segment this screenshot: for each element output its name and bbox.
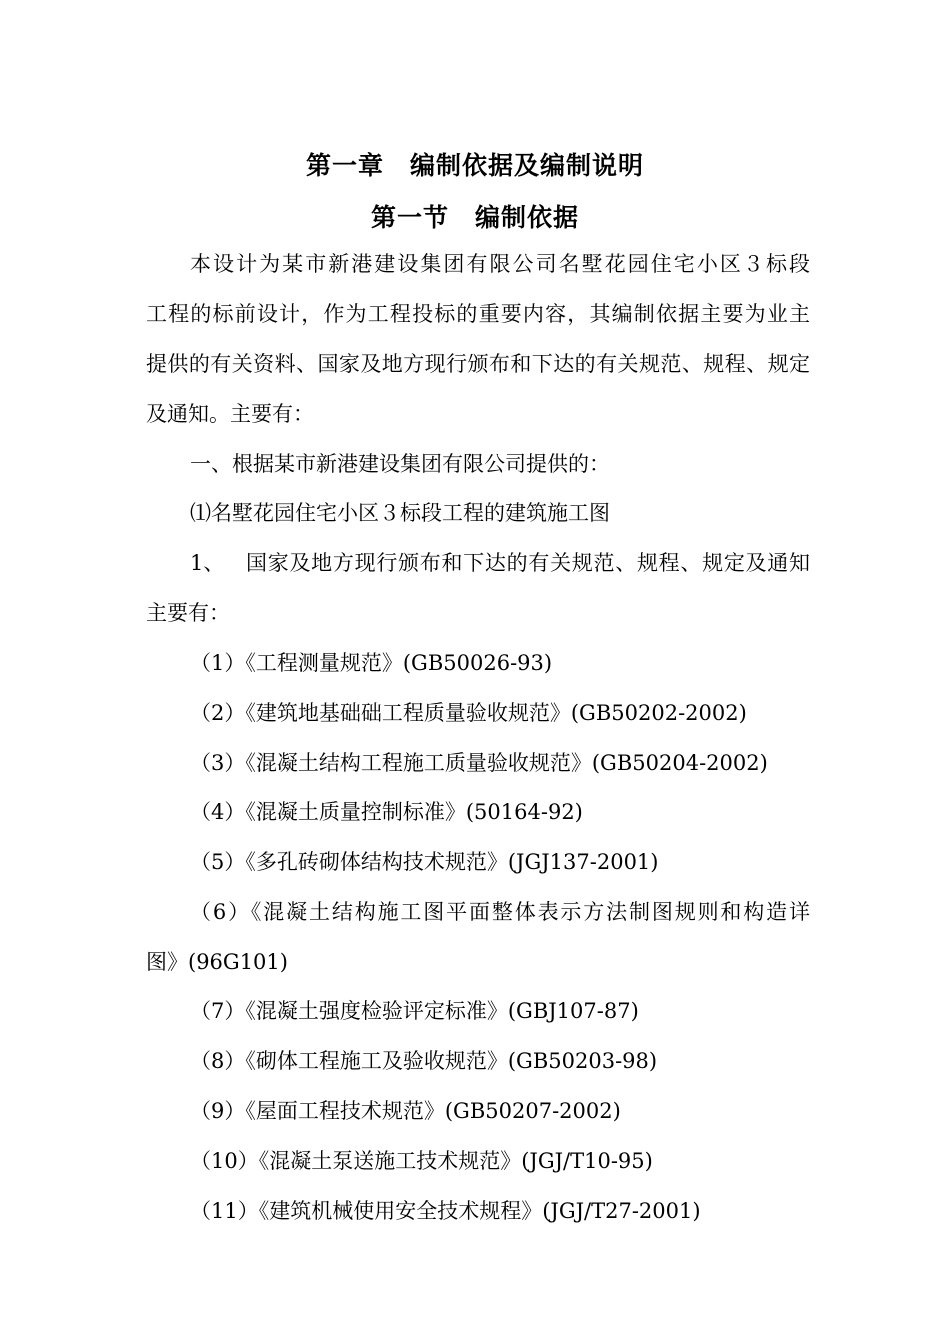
standard-item-5: （5）《多孔砖砌体结构技术规范》(JGJ137-2001) — [190, 850, 659, 874]
section-title: 第一节 编制依据 — [370, 203, 579, 232]
standard-item-8: （8）《砌体工程施工及验收规范》(GB50203-98) — [190, 1049, 658, 1073]
standard-item-4: （4）《混凝土质量控制标准》(50164-92) — [190, 800, 583, 824]
intro-line-2: 工程的标前设计，作为工程投标的重要内容，其编制依据主要为业主 — [146, 302, 810, 326]
intro-line-3: 提供的有关资料、国家及地方现行颁布和下达的有关规范、规程、规定 — [146, 352, 810, 376]
item-one: 一、根据某市新港建设集团有限公司提供的： — [190, 452, 610, 476]
intro-line-1: 本设计为某市新港建设集团有限公司名墅花园住宅小区３标段 — [190, 252, 810, 276]
sub-item-1: ⑴名墅花园住宅小区３标段工程的建筑施工图 — [190, 501, 610, 525]
standard-item-2: （2）《建筑地基础础工程质量验收规范》(GB50202-2002) — [190, 701, 747, 725]
standard-item-7: （7）《混凝土强度检验评定标准》(GBJ107-87) — [190, 999, 639, 1023]
standard-item-11: （11）《建筑机械使用安全技术规程》(JGJ/T27-2001) — [190, 1199, 701, 1223]
standard-item-6-line-1: （6）《混凝土结构施工图平面整体表示方法制图规则和构造详 — [190, 900, 810, 924]
standard-item-6-line-2: 图》(96G101) — [146, 950, 288, 974]
standard-item-10: （10）《混凝土泵送施工技术规范》(JGJ/T10-95) — [190, 1149, 653, 1173]
point-1-line-1: 国家及地方现行颁布和下达的有关规范、规程、规定及通知 — [246, 551, 810, 575]
standard-item-3: （3）《混凝土结构工程施工质量验收规范》(GB50204-2002) — [190, 751, 768, 775]
point-1-line-2: 主要有： — [146, 601, 230, 625]
point-1-number: 1、 — [190, 551, 225, 575]
standard-item-1: （1）《工程测量规范》(GB50026-93) — [190, 651, 553, 675]
intro-line-4: 及通知。主要有： — [146, 402, 314, 426]
standard-item-9: （9）《屋面工程技术规范》(GB50207-2002) — [190, 1099, 621, 1123]
chapter-title: 第一章 编制依据及编制说明 — [305, 151, 644, 180]
